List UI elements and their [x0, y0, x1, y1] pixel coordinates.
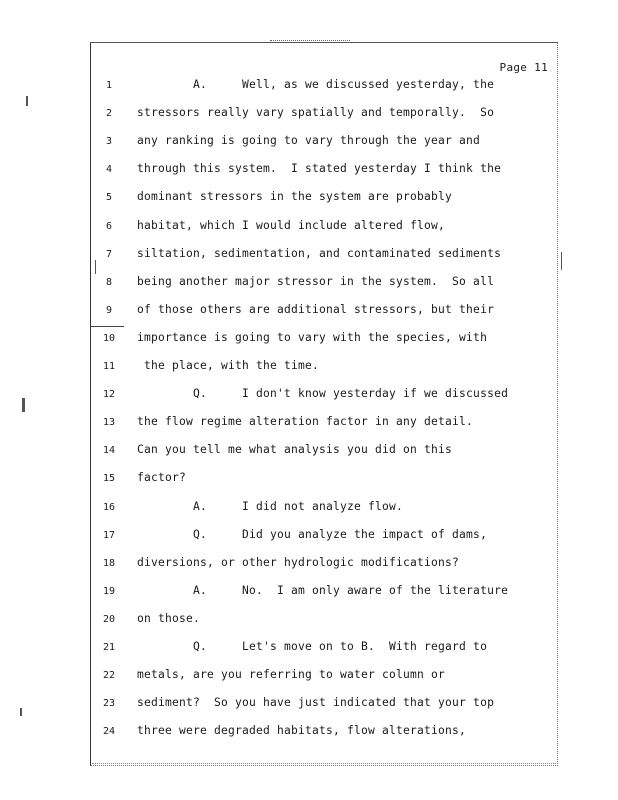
transcript-line — [0, 696, 560, 714]
transcript-line — [0, 162, 560, 180]
transcript-line — [0, 612, 560, 630]
transcript-line — [0, 387, 560, 405]
line-text: stressors really vary spatially and temporally. So — [137, 106, 495, 120]
transcript-line — [0, 471, 560, 489]
transcript-line — [0, 134, 560, 152]
transcript-line — [0, 106, 560, 124]
scan-speck — [561, 252, 562, 270]
transcript-line — [0, 303, 560, 321]
line-text: three were degraded habitats, flow alterations, — [137, 724, 467, 738]
line-number: 22 — [102, 670, 116, 682]
transcript-line — [0, 247, 560, 265]
line-10-rule — [90, 326, 124, 327]
line-number: 23 — [102, 698, 116, 710]
line-number: 14 — [102, 445, 116, 457]
transcript-line — [0, 190, 560, 208]
line-number: 1 — [105, 80, 113, 91]
transcript-line — [0, 640, 560, 658]
transcript-line — [0, 668, 560, 686]
line-number: 2 — [105, 108, 113, 120]
transcript-line — [0, 528, 560, 546]
line-number: 19 — [102, 585, 116, 597]
line-text: sediment? So you have just indicated that your top — [137, 696, 495, 710]
line-text: A. No. I am only aware of the literature — [137, 583, 509, 597]
line-text: the place, with the time. — [137, 359, 320, 372]
transcript-line — [0, 500, 560, 518]
scan-speck — [22, 398, 25, 412]
transcript-line — [0, 331, 560, 349]
line-number: 18 — [102, 557, 116, 569]
line-text: through this system. I stated yesterday I think the — [137, 162, 502, 176]
line-text: on those. — [137, 611, 201, 625]
line-number: 20 — [102, 613, 116, 625]
line-number: 6 — [105, 220, 113, 232]
line-text: of those others are additional stressors, but their — [137, 302, 495, 316]
line-text: diversions, or other hydrologic modifications? — [137, 555, 460, 569]
scan-speck — [95, 260, 96, 274]
line-number: 7 — [105, 248, 113, 260]
line-number: 8 — [105, 276, 113, 288]
line-number: 12 — [102, 389, 116, 401]
line-number: 4 — [105, 164, 113, 176]
scan-speck — [26, 96, 28, 106]
line-number: 16 — [102, 501, 116, 513]
page-number: Page 11 — [499, 61, 548, 74]
line-text: factor? — [137, 471, 187, 485]
line-number: 21 — [102, 642, 116, 653]
line-number: 5 — [105, 192, 113, 204]
line-text: A. I did not analyze flow. — [137, 499, 404, 513]
scan-speck — [20, 708, 22, 716]
transcript-line — [0, 78, 560, 96]
transcript-line — [0, 443, 560, 461]
line-text: A. Well, as we discussed yesterday, the — [137, 78, 495, 91]
transcript-line — [0, 415, 560, 433]
transcript-line — [0, 359, 560, 377]
line-text: habitat, which I would include altered flow, — [137, 218, 446, 232]
line-number: 11 — [102, 361, 116, 372]
line-number: 9 — [105, 304, 113, 316]
footer-scan-mark — [92, 763, 556, 768]
line-text: Q. Did you analyze the impact of dams, — [137, 527, 488, 541]
line-text: any ranking is going to vary through the year and — [137, 134, 481, 148]
line-text: Can you tell me what analysis you did on this — [137, 443, 453, 457]
line-text: being another major stressor in the system. So all — [137, 274, 495, 288]
line-number: 24 — [102, 726, 116, 738]
line-text: importance is going to vary with the species, with — [137, 330, 488, 344]
line-number: 13 — [102, 417, 116, 429]
line-text: the flow regime alteration factor in any detail. — [137, 415, 474, 429]
transcript-line — [0, 275, 560, 293]
transcript-line — [0, 219, 560, 237]
transcript-line — [0, 724, 560, 742]
line-number: 17 — [102, 529, 116, 541]
line-text: Q. I don't know yesterday if we discussed — [137, 387, 509, 401]
line-text: Q. Let's move on to B. With regard to — [137, 640, 488, 653]
line-number: 3 — [105, 136, 113, 148]
transcript-line — [0, 584, 560, 602]
line-text: dominant stressors in the system are probably — [137, 190, 453, 204]
transcript-line — [0, 556, 560, 574]
line-text: siltation, sedimentation, and contaminated sediments — [137, 246, 502, 260]
line-text: metals, are you referring to water column or — [137, 668, 446, 682]
line-number: 10 — [102, 332, 116, 344]
line-number: 15 — [102, 473, 116, 485]
